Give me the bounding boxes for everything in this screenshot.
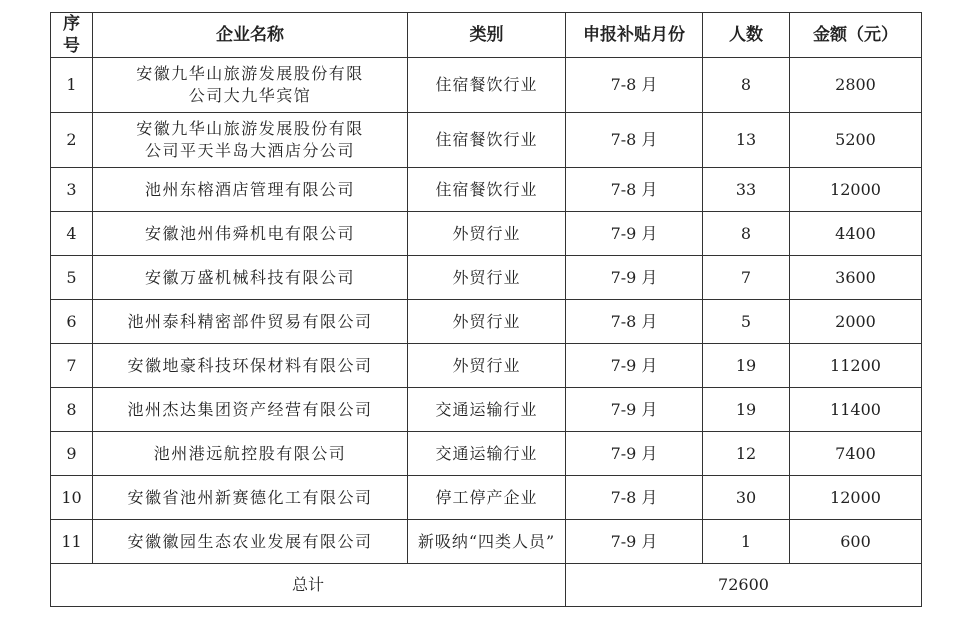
- row-seq: 10: [51, 476, 93, 520]
- row-months: 7-9 月: [566, 432, 703, 476]
- row-months: 7-9 月: [566, 344, 703, 388]
- row-company: [93, 113, 408, 168]
- table-row: [51, 113, 922, 168]
- row-seq: 5: [51, 256, 93, 300]
- row-company: 池州泰科精密部件贸易有限公司: [93, 300, 408, 344]
- subsidy-table: [50, 12, 922, 607]
- header-people: 人数: [703, 13, 790, 58]
- row-amount: 12000: [790, 168, 922, 212]
- row-category: 新吸纳“四类人员”: [408, 520, 566, 564]
- row-category: 外贸行业: [408, 212, 566, 256]
- row-amount: 2000: [790, 300, 922, 344]
- header-category: 类别: [408, 13, 566, 58]
- row-months: 7-9 月: [566, 212, 703, 256]
- row-category: 交通运输行业: [408, 388, 566, 432]
- total-label: 总计: [51, 564, 566, 607]
- row-months: 7-8 月: [566, 58, 703, 113]
- table-row: [51, 344, 922, 388]
- row-months: 7-8 月: [566, 300, 703, 344]
- row-people: 5: [703, 300, 790, 344]
- company-line-2: 公司大九华宾馆: [188, 86, 312, 105]
- row-category: 住宿餐饮行业: [408, 168, 566, 212]
- row-amount: 5200: [790, 113, 922, 168]
- row-people: 1: [703, 520, 790, 564]
- header-months: 申报补贴月份: [566, 13, 703, 58]
- row-company: 池州东榕酒店管理有限公司: [93, 168, 408, 212]
- table-row: [51, 432, 922, 476]
- row-amount: 600: [790, 520, 922, 564]
- row-people: 8: [703, 212, 790, 256]
- row-category: 交通运输行业: [408, 432, 566, 476]
- table-row: [51, 58, 922, 113]
- row-people: 33: [703, 168, 790, 212]
- row-months: 7-8 月: [566, 476, 703, 520]
- row-company: 池州杰达集团资产经营有限公司: [93, 388, 408, 432]
- row-company: 安徽徽园生态农业发展有限公司: [93, 520, 408, 564]
- total-row: [51, 564, 922, 607]
- company-line-1: 安徽九华山旅游发展股份有限: [136, 119, 364, 138]
- row-category: 住宿餐饮行业: [408, 113, 566, 168]
- row-category: 住宿餐饮行业: [408, 58, 566, 113]
- row-months: 7-9 月: [566, 388, 703, 432]
- row-seq: 6: [51, 300, 93, 344]
- table-row: [51, 476, 922, 520]
- row-amount: 2800: [790, 58, 922, 113]
- header-amount: 金额（元）: [790, 13, 922, 58]
- row-company: [93, 58, 408, 113]
- table-row: [51, 388, 922, 432]
- row-amount: 4400: [790, 212, 922, 256]
- table-row: [51, 256, 922, 300]
- table-row: [51, 168, 922, 212]
- row-category: 外贸行业: [408, 344, 566, 388]
- header-seq: 序号: [51, 13, 93, 58]
- row-people: 30: [703, 476, 790, 520]
- table-row: [51, 212, 922, 256]
- row-category: 外贸行业: [408, 300, 566, 344]
- row-company: 安徽地豪科技环保材料有限公司: [93, 344, 408, 388]
- header-row: [51, 13, 922, 58]
- table-row: [51, 300, 922, 344]
- row-company: 安徽池州伟舜机电有限公司: [93, 212, 408, 256]
- row-company: 安徽省池州新赛德化工有限公司: [93, 476, 408, 520]
- company-line-1: 安徽九华山旅游发展股份有限: [136, 64, 364, 83]
- row-seq: 3: [51, 168, 93, 212]
- header-company: 企业名称: [93, 13, 408, 58]
- row-company: 池州港远航控股有限公司: [93, 432, 408, 476]
- row-seq: 4: [51, 212, 93, 256]
- row-amount: 3600: [790, 256, 922, 300]
- total-amount: 72600: [566, 564, 922, 607]
- row-seq: 8: [51, 388, 93, 432]
- row-seq: 7: [51, 344, 93, 388]
- row-amount: 7400: [790, 432, 922, 476]
- row-seq: 11: [51, 520, 93, 564]
- table-row: [51, 520, 922, 564]
- row-seq: 1: [51, 58, 93, 113]
- row-months: 7-9 月: [566, 520, 703, 564]
- row-months: 7-8 月: [566, 113, 703, 168]
- row-people: 19: [703, 388, 790, 432]
- row-amount: 11400: [790, 388, 922, 432]
- row-people: 12: [703, 432, 790, 476]
- row-company: 安徽万盛机械科技有限公司: [93, 256, 408, 300]
- row-amount: 12000: [790, 476, 922, 520]
- row-people: 8: [703, 58, 790, 113]
- row-category: 外贸行业: [408, 256, 566, 300]
- row-people: 19: [703, 344, 790, 388]
- row-seq: 9: [51, 432, 93, 476]
- row-months: 7-8 月: [566, 168, 703, 212]
- row-people: 7: [703, 256, 790, 300]
- company-line-2: 公司平天半岛大酒店分公司: [144, 141, 355, 160]
- row-months: 7-9 月: [566, 256, 703, 300]
- row-amount: 11200: [790, 344, 922, 388]
- row-seq: 2: [51, 113, 93, 168]
- row-category: 停工停产企业: [408, 476, 566, 520]
- row-people: 13: [703, 113, 790, 168]
